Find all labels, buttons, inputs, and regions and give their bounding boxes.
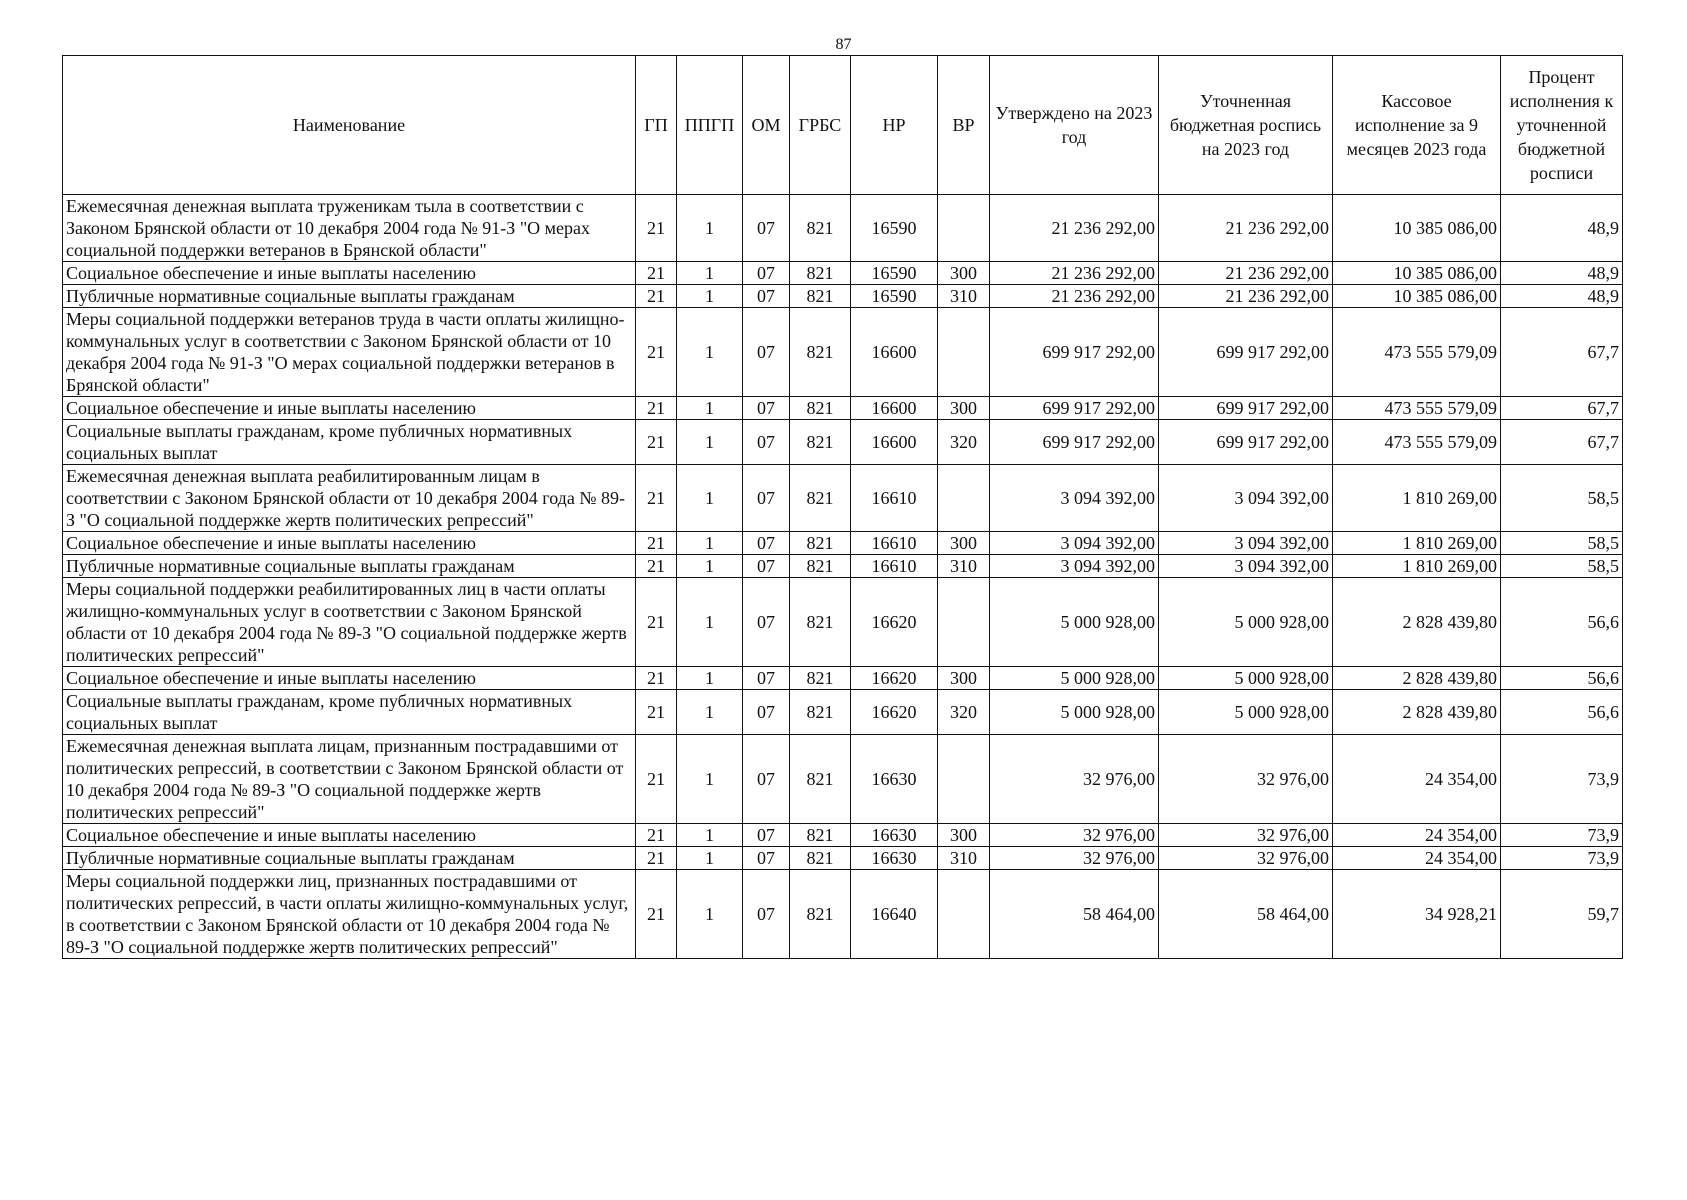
table-row (63, 690, 1623, 735)
row-percent: 59,7 (1501, 870, 1623, 959)
column-header-refined: Уточненная бюджетная роспись на 2023 год (1159, 56, 1333, 195)
row-cash: 24 354,00 (1333, 735, 1501, 824)
row-grbs: 821 (790, 532, 851, 555)
row-percent: 58,5 (1501, 555, 1623, 578)
row-grbs: 821 (790, 555, 851, 578)
row-percent: 56,6 (1501, 690, 1623, 735)
row-om: 07 (743, 555, 790, 578)
row-cash: 473 555 579,09 (1333, 308, 1501, 397)
row-gp: 21 (636, 847, 677, 870)
row-ppgp: 1 (677, 262, 743, 285)
row-grbs: 821 (790, 870, 851, 959)
row-approved: 5 000 928,00 (990, 690, 1159, 735)
budget-table (62, 55, 1623, 959)
row-percent: 56,6 (1501, 578, 1623, 667)
row-vr (938, 578, 990, 667)
row-name: Меры социальной поддержки ветеранов труда в части оплаты жилищно-коммунальных услуг в соответствии с Законом Брянской области от 10 декабря 2004 года № 91-З "О мерах социальной поддержки ветеранов в Брянской области" (63, 308, 636, 397)
row-ppgp: 1 (677, 397, 743, 420)
table-row (63, 420, 1623, 465)
row-cash: 34 928,21 (1333, 870, 1501, 959)
row-approved: 21 236 292,00 (990, 262, 1159, 285)
row-refined: 21 236 292,00 (1159, 195, 1333, 262)
row-percent: 67,7 (1501, 308, 1623, 397)
table-row (63, 262, 1623, 285)
table-row (63, 465, 1623, 532)
table-row (63, 308, 1623, 397)
table-row (63, 578, 1623, 667)
row-om: 07 (743, 420, 790, 465)
row-nr: 16590 (851, 195, 938, 262)
row-vr: 300 (938, 262, 990, 285)
row-vr: 300 (938, 667, 990, 690)
row-om: 07 (743, 262, 790, 285)
row-approved: 32 976,00 (990, 824, 1159, 847)
row-refined: 5 000 928,00 (1159, 578, 1333, 667)
row-ppgp: 1 (677, 735, 743, 824)
row-percent: 48,9 (1501, 195, 1623, 262)
row-gp: 21 (636, 667, 677, 690)
row-nr: 16610 (851, 555, 938, 578)
row-om: 07 (743, 578, 790, 667)
row-gp: 21 (636, 532, 677, 555)
row-nr: 16600 (851, 420, 938, 465)
row-percent: 67,7 (1501, 420, 1623, 465)
row-om: 07 (743, 532, 790, 555)
row-approved: 699 917 292,00 (990, 308, 1159, 397)
row-percent: 48,9 (1501, 285, 1623, 308)
row-ppgp: 1 (677, 847, 743, 870)
row-gp: 21 (636, 824, 677, 847)
row-approved: 3 094 392,00 (990, 555, 1159, 578)
column-header-name: Наименование (63, 56, 636, 195)
row-percent: 73,9 (1501, 735, 1623, 824)
row-name: Социальные выплаты гражданам, кроме публичных нормативных социальных выплат (63, 420, 636, 465)
row-nr: 16620 (851, 667, 938, 690)
row-vr: 300 (938, 397, 990, 420)
column-header-ppgp: ППГП (677, 56, 743, 195)
row-ppgp: 1 (677, 195, 743, 262)
row-refined: 32 976,00 (1159, 824, 1333, 847)
row-gp: 21 (636, 690, 677, 735)
row-name: Ежемесячная денежная выплата реабилитированным лицам в соответствии с Законом Брянской области от 10 декабря 2004 года № 89-З "О социальной поддержке жертв политических репрессий" (63, 465, 636, 532)
row-name: Социальное обеспечение и иные выплаты населению (63, 667, 636, 690)
row-approved: 5 000 928,00 (990, 578, 1159, 667)
row-grbs: 821 (790, 397, 851, 420)
column-header-approved: Утверждено на 2023 год (990, 56, 1159, 195)
row-approved: 32 976,00 (990, 735, 1159, 824)
row-refined: 699 917 292,00 (1159, 420, 1333, 465)
row-percent: 73,9 (1501, 847, 1623, 870)
row-grbs: 821 (790, 285, 851, 308)
row-grbs: 821 (790, 578, 851, 667)
row-cash: 2 828 439,80 (1333, 578, 1501, 667)
row-refined: 699 917 292,00 (1159, 397, 1333, 420)
row-grbs: 821 (790, 824, 851, 847)
row-ppgp: 1 (677, 667, 743, 690)
row-vr (938, 308, 990, 397)
row-ppgp: 1 (677, 870, 743, 959)
table-row (63, 397, 1623, 420)
row-cash: 2 828 439,80 (1333, 690, 1501, 735)
row-gp: 21 (636, 465, 677, 532)
row-nr: 16640 (851, 870, 938, 959)
row-gp: 21 (636, 308, 677, 397)
row-om: 07 (743, 870, 790, 959)
column-header-grbs: ГРБС (790, 56, 851, 195)
row-ppgp: 1 (677, 824, 743, 847)
row-refined: 21 236 292,00 (1159, 285, 1333, 308)
row-om: 07 (743, 397, 790, 420)
table-header-row (63, 56, 1623, 195)
table-row (63, 824, 1623, 847)
row-name: Публичные нормативные социальные выплаты гражданам (63, 847, 636, 870)
row-gp: 21 (636, 397, 677, 420)
row-om: 07 (743, 308, 790, 397)
row-name: Меры социальной поддержки реабилитированных лиц в части оплаты жилищно-коммунальных услуг в соответствии с Законом Брянской области от 10 декабря 2004 года № 89-З "О социальной поддержке жертв политических репрессий" (63, 578, 636, 667)
table-row (63, 870, 1623, 959)
row-approved: 21 236 292,00 (990, 195, 1159, 262)
row-ppgp: 1 (677, 308, 743, 397)
table-row (63, 285, 1623, 308)
row-grbs: 821 (790, 667, 851, 690)
row-gp: 21 (636, 555, 677, 578)
row-refined: 21 236 292,00 (1159, 262, 1333, 285)
row-om: 07 (743, 690, 790, 735)
row-name: Социальное обеспечение и иные выплаты населению (63, 262, 636, 285)
row-om: 07 (743, 465, 790, 532)
row-name: Ежемесячная денежная выплата труженикам тыла в соответствии с Законом Брянской области от 10 декабря 2004 года № 91-З "О мерах социальной поддержки ветеранов в Брянской области" (63, 195, 636, 262)
row-name: Социальное обеспечение и иные выплаты населению (63, 824, 636, 847)
row-name: Меры социальной поддержки лиц, признанных пострадавшими от политических репрессий, в части оплаты жилищно-коммунальных услуг, в соответствии с Законом Брянской области от 10 декабря 2004 года № 89-З "О социальной поддержке жертв политических репрессий" (63, 870, 636, 959)
row-vr: 320 (938, 690, 990, 735)
column-header-om: ОМ (743, 56, 790, 195)
row-nr: 16610 (851, 532, 938, 555)
row-grbs: 821 (790, 308, 851, 397)
table-row (63, 735, 1623, 824)
table-row (63, 532, 1623, 555)
row-vr (938, 465, 990, 532)
row-om: 07 (743, 735, 790, 824)
row-ppgp: 1 (677, 555, 743, 578)
row-cash: 473 555 579,09 (1333, 420, 1501, 465)
row-nr: 16630 (851, 824, 938, 847)
row-percent: 58,5 (1501, 532, 1623, 555)
row-refined: 5 000 928,00 (1159, 667, 1333, 690)
row-nr: 16620 (851, 690, 938, 735)
row-ppgp: 1 (677, 690, 743, 735)
row-name: Социальное обеспечение и иные выплаты населению (63, 397, 636, 420)
column-header-vr: ВР (938, 56, 990, 195)
row-name: Социальное обеспечение и иные выплаты населению (63, 532, 636, 555)
row-vr: 310 (938, 847, 990, 870)
row-cash: 10 385 086,00 (1333, 262, 1501, 285)
row-approved: 3 094 392,00 (990, 465, 1159, 532)
row-gp: 21 (636, 285, 677, 308)
row-percent: 67,7 (1501, 397, 1623, 420)
row-gp: 21 (636, 420, 677, 465)
row-refined: 3 094 392,00 (1159, 465, 1333, 532)
row-ppgp: 1 (677, 285, 743, 308)
row-refined: 32 976,00 (1159, 735, 1333, 824)
row-grbs: 821 (790, 735, 851, 824)
row-om: 07 (743, 824, 790, 847)
row-om: 07 (743, 847, 790, 870)
row-om: 07 (743, 667, 790, 690)
row-percent: 56,6 (1501, 667, 1623, 690)
row-nr: 16630 (851, 735, 938, 824)
row-grbs: 821 (790, 465, 851, 532)
row-cash: 1 810 269,00 (1333, 555, 1501, 578)
row-cash: 10 385 086,00 (1333, 195, 1501, 262)
row-approved: 3 094 392,00 (990, 532, 1159, 555)
column-header-percent: Процент исполнения к уточненной бюджетной росписи (1501, 56, 1623, 195)
row-name: Ежемесячная денежная выплата лицам, признанным пострадавшими от политических репрессий, в соответствии с Законом Брянской области от 10 декабря 2004 года № 89-З "О социальной поддержке жертв политических репрессий" (63, 735, 636, 824)
row-nr: 16600 (851, 397, 938, 420)
row-approved: 699 917 292,00 (990, 397, 1159, 420)
row-refined: 5 000 928,00 (1159, 690, 1333, 735)
row-vr (938, 735, 990, 824)
row-gp: 21 (636, 870, 677, 959)
column-header-gp: ГП (636, 56, 677, 195)
page-number: 87 (835, 36, 852, 53)
row-vr (938, 195, 990, 262)
row-nr: 16590 (851, 285, 938, 308)
row-approved: 21 236 292,00 (990, 285, 1159, 308)
row-nr: 16620 (851, 578, 938, 667)
row-approved: 32 976,00 (990, 847, 1159, 870)
row-grbs: 821 (790, 420, 851, 465)
table-row (63, 555, 1623, 578)
row-om: 07 (743, 195, 790, 262)
row-vr: 300 (938, 824, 990, 847)
row-om: 07 (743, 285, 790, 308)
row-nr: 16590 (851, 262, 938, 285)
row-cash: 1 810 269,00 (1333, 465, 1501, 532)
row-nr: 16610 (851, 465, 938, 532)
row-cash: 24 354,00 (1333, 824, 1501, 847)
row-percent: 48,9 (1501, 262, 1623, 285)
table-row (63, 667, 1623, 690)
row-percent: 58,5 (1501, 465, 1623, 532)
row-ppgp: 1 (677, 578, 743, 667)
row-gp: 21 (636, 578, 677, 667)
row-ppgp: 1 (677, 532, 743, 555)
row-refined: 32 976,00 (1159, 847, 1333, 870)
row-approved: 5 000 928,00 (990, 667, 1159, 690)
row-approved: 58 464,00 (990, 870, 1159, 959)
row-name: Публичные нормативные социальные выплаты гражданам (63, 555, 636, 578)
row-nr: 16600 (851, 308, 938, 397)
row-cash: 24 354,00 (1333, 847, 1501, 870)
row-approved: 699 917 292,00 (990, 420, 1159, 465)
row-vr: 310 (938, 285, 990, 308)
row-vr: 310 (938, 555, 990, 578)
row-ppgp: 1 (677, 465, 743, 532)
row-refined: 3 094 392,00 (1159, 555, 1333, 578)
row-name: Социальные выплаты гражданам, кроме публичных нормативных социальных выплат (63, 690, 636, 735)
row-refined: 58 464,00 (1159, 870, 1333, 959)
row-vr (938, 870, 990, 959)
row-grbs: 821 (790, 195, 851, 262)
row-grbs: 821 (790, 690, 851, 735)
row-cash: 473 555 579,09 (1333, 397, 1501, 420)
row-gp: 21 (636, 262, 677, 285)
row-cash: 2 828 439,80 (1333, 667, 1501, 690)
row-ppgp: 1 (677, 420, 743, 465)
row-cash: 10 385 086,00 (1333, 285, 1501, 308)
row-refined: 3 094 392,00 (1159, 532, 1333, 555)
column-header-nr: НР (851, 56, 938, 195)
table-row (63, 195, 1623, 262)
row-refined: 699 917 292,00 (1159, 308, 1333, 397)
row-vr: 300 (938, 532, 990, 555)
row-cash: 1 810 269,00 (1333, 532, 1501, 555)
row-vr: 320 (938, 420, 990, 465)
row-nr: 16630 (851, 847, 938, 870)
row-grbs: 821 (790, 262, 851, 285)
row-name: Публичные нормативные социальные выплаты гражданам (63, 285, 636, 308)
row-gp: 21 (636, 195, 677, 262)
row-percent: 73,9 (1501, 824, 1623, 847)
row-grbs: 821 (790, 847, 851, 870)
table-row (63, 847, 1623, 870)
column-header-cash: Кассовое исполнение за 9 месяцев 2023 года (1333, 56, 1501, 195)
row-gp: 21 (636, 735, 677, 824)
